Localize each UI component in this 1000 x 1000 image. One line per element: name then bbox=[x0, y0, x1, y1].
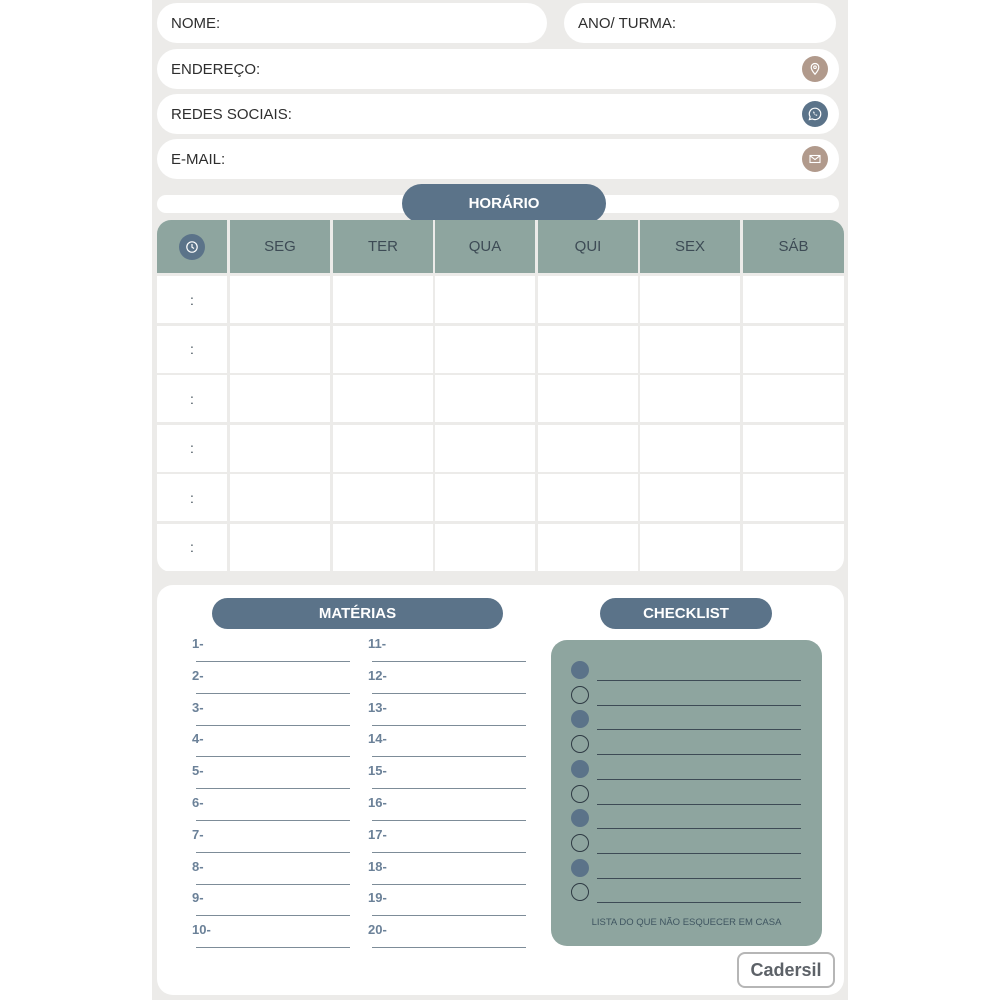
schedule-cell[interactable] bbox=[333, 474, 433, 521]
materia-row[interactable] bbox=[192, 636, 350, 662]
materia-line bbox=[196, 661, 350, 662]
time-cell[interactable]: : bbox=[157, 276, 227, 323]
materia-number: 15- bbox=[368, 763, 387, 779]
checklist-line bbox=[597, 828, 801, 829]
schedule-cell[interactable] bbox=[333, 425, 433, 472]
schedule-grid bbox=[157, 220, 844, 572]
checkbox-empty-icon[interactable] bbox=[571, 883, 589, 901]
materia-row[interactable] bbox=[368, 763, 526, 789]
materia-number: 17- bbox=[368, 826, 387, 842]
time-cell[interactable]: : bbox=[157, 375, 227, 422]
materia-number: 8- bbox=[192, 858, 204, 874]
checklist-title: CHECKLIST bbox=[600, 598, 772, 629]
time-cell[interactable]: : bbox=[157, 326, 227, 373]
checkbox-empty-icon[interactable] bbox=[571, 735, 589, 753]
materia-number: 10- bbox=[192, 922, 211, 938]
day-header-5: SEX bbox=[640, 220, 740, 273]
materia-row[interactable] bbox=[368, 636, 526, 662]
schedule-cell[interactable] bbox=[743, 326, 844, 373]
materia-number: 11- bbox=[368, 636, 387, 651]
materia-number: 7- bbox=[192, 826, 204, 842]
checkbox-filled-icon[interactable] bbox=[571, 859, 589, 877]
materia-row[interactable] bbox=[368, 922, 526, 948]
materia-number: 13- bbox=[368, 699, 387, 715]
materia-row[interactable] bbox=[368, 827, 526, 853]
materia-row[interactable] bbox=[368, 859, 526, 885]
materia-row[interactable] bbox=[368, 731, 526, 757]
schedule-cell[interactable] bbox=[538, 326, 638, 373]
checklist-item[interactable] bbox=[571, 883, 801, 903]
materia-number: 14- bbox=[368, 731, 387, 747]
checklist-item[interactable] bbox=[571, 661, 801, 681]
schedule-cell[interactable] bbox=[435, 524, 535, 571]
email-label: E-MAIL: bbox=[171, 150, 226, 168]
schedule-cell[interactable] bbox=[230, 425, 330, 472]
name-label: NOME: bbox=[171, 14, 221, 32]
schedule-cell[interactable] bbox=[538, 425, 638, 472]
schedule-cell[interactable] bbox=[640, 524, 740, 571]
materia-line bbox=[196, 884, 350, 885]
materia-line bbox=[196, 693, 350, 694]
materia-number: 1- bbox=[192, 636, 204, 651]
schedule-cell[interactable] bbox=[435, 425, 535, 472]
materia-row[interactable] bbox=[368, 700, 526, 726]
schedule-cell[interactable] bbox=[640, 375, 740, 422]
materia-row[interactable] bbox=[368, 890, 526, 916]
schedule-cell[interactable] bbox=[333, 276, 433, 323]
schedule-cell[interactable] bbox=[538, 375, 638, 422]
checklist-line bbox=[597, 853, 801, 854]
schedule-cell[interactable] bbox=[640, 425, 740, 472]
schedule-cell[interactable] bbox=[435, 276, 535, 323]
schedule-cell[interactable] bbox=[640, 326, 740, 373]
checklist-line bbox=[597, 779, 801, 780]
checklist-item[interactable] bbox=[571, 686, 801, 706]
materias-title: MATÉRIAS bbox=[212, 598, 503, 629]
materia-row[interactable] bbox=[192, 668, 350, 694]
materia-row[interactable] bbox=[192, 859, 350, 885]
checklist-line bbox=[597, 804, 801, 805]
materia-line bbox=[372, 820, 526, 821]
whatsapp-icon bbox=[802, 101, 828, 127]
checklist-line bbox=[597, 754, 801, 755]
day-header-4: QUI bbox=[538, 220, 638, 273]
materia-line bbox=[372, 788, 526, 789]
time-cell[interactable]: : bbox=[157, 425, 227, 472]
checkbox-empty-icon[interactable] bbox=[571, 686, 589, 704]
mail-icon bbox=[802, 146, 828, 172]
materia-line bbox=[196, 756, 350, 757]
materia-number: 19- bbox=[368, 890, 387, 906]
materia-line bbox=[372, 725, 526, 726]
checklist-item[interactable] bbox=[571, 859, 801, 879]
checklist-line bbox=[597, 902, 801, 903]
schedule-cell[interactable] bbox=[538, 474, 638, 521]
materia-row[interactable] bbox=[192, 731, 350, 757]
schedule-cell[interactable] bbox=[435, 474, 535, 521]
schedule-cell[interactable] bbox=[640, 474, 740, 521]
schedule-cell[interactable] bbox=[435, 326, 535, 373]
schedule-cell[interactable] bbox=[230, 276, 330, 323]
checklist-line bbox=[597, 878, 801, 879]
materia-number: 12- bbox=[368, 667, 387, 683]
checklist-item[interactable] bbox=[571, 735, 801, 755]
brand-logo: Cadersil bbox=[737, 952, 835, 988]
time-cell[interactable]: : bbox=[157, 474, 227, 521]
schedule-cell[interactable] bbox=[230, 474, 330, 521]
materia-row[interactable] bbox=[192, 763, 350, 789]
day-header-2: TER bbox=[333, 220, 433, 273]
materia-row[interactable] bbox=[368, 668, 526, 694]
class-label: ANO/ TURMA: bbox=[578, 14, 677, 32]
schedule-cell[interactable] bbox=[230, 375, 330, 422]
checkbox-empty-icon[interactable] bbox=[571, 785, 589, 803]
checkbox-filled-icon[interactable] bbox=[571, 710, 589, 728]
schedule-cell[interactable] bbox=[333, 524, 433, 571]
checklist-item[interactable] bbox=[571, 809, 801, 829]
clock-icon bbox=[179, 234, 205, 260]
checklist-box bbox=[551, 640, 822, 946]
schedule-cell[interactable] bbox=[230, 524, 330, 571]
clock-header bbox=[157, 220, 227, 273]
name-field[interactable] bbox=[157, 3, 547, 43]
materia-number: 3- bbox=[192, 699, 204, 715]
materia-row[interactable] bbox=[192, 795, 350, 821]
materia-line bbox=[372, 884, 526, 885]
materia-line bbox=[196, 852, 350, 853]
materia-row[interactable] bbox=[192, 922, 350, 948]
address-label: ENDEREÇO: bbox=[171, 60, 261, 78]
address-field[interactable] bbox=[157, 49, 839, 89]
checkbox-filled-icon[interactable] bbox=[571, 661, 589, 679]
schedule-cell[interactable] bbox=[333, 326, 433, 373]
materia-row[interactable] bbox=[192, 827, 350, 853]
schedule-cell[interactable] bbox=[743, 474, 844, 521]
checklist-item[interactable] bbox=[571, 710, 801, 730]
materia-number: 18- bbox=[368, 858, 387, 874]
checklist-footer: LISTA DO QUE NÃO ESQUECER EM CASA bbox=[591, 917, 782, 928]
checklist-item[interactable] bbox=[571, 760, 801, 780]
materia-line bbox=[372, 756, 526, 757]
materia-line bbox=[196, 725, 350, 726]
materia-line bbox=[372, 852, 526, 853]
materia-line bbox=[196, 820, 350, 821]
schedule-cell[interactable] bbox=[743, 276, 844, 323]
materia-line bbox=[372, 915, 526, 916]
materia-row[interactable] bbox=[192, 890, 350, 916]
checkbox-filled-icon[interactable] bbox=[571, 760, 589, 778]
schedule-cell[interactable] bbox=[640, 276, 740, 323]
materia-line bbox=[196, 915, 350, 916]
checklist-line bbox=[597, 680, 801, 681]
day-header-1: SEG bbox=[230, 220, 330, 273]
checkbox-empty-icon[interactable] bbox=[571, 834, 589, 852]
schedule-cell[interactable] bbox=[743, 425, 844, 472]
materia-number: 20- bbox=[368, 922, 387, 938]
materia-number: 16- bbox=[368, 795, 387, 810]
class-field[interactable] bbox=[564, 3, 836, 43]
materia-number: 4- bbox=[192, 731, 204, 747]
materia-row[interactable] bbox=[368, 795, 526, 821]
materia-line bbox=[372, 693, 526, 694]
materia-number: 5- bbox=[192, 763, 204, 779]
checklist-line bbox=[597, 705, 801, 706]
materia-line bbox=[196, 788, 350, 789]
schedule-cell[interactable] bbox=[743, 375, 844, 422]
schedule-cell[interactable] bbox=[743, 524, 844, 571]
social-field[interactable] bbox=[157, 94, 839, 134]
schedule-cell[interactable] bbox=[333, 375, 433, 422]
materia-line bbox=[196, 947, 350, 948]
day-header-3: QUA bbox=[435, 220, 535, 273]
email-field[interactable] bbox=[157, 139, 839, 179]
schedule-cell[interactable] bbox=[538, 524, 638, 571]
social-label: REDES SOCIAIS: bbox=[171, 105, 292, 123]
checklist-line bbox=[597, 729, 801, 730]
location-pin-icon bbox=[802, 56, 828, 82]
materia-number: 2- bbox=[192, 667, 204, 683]
materia-number: 9- bbox=[192, 890, 204, 906]
schedule-cell[interactable] bbox=[435, 375, 535, 422]
checklist-item[interactable] bbox=[571, 834, 801, 854]
checklist-item[interactable] bbox=[571, 785, 801, 805]
schedule-cell[interactable] bbox=[230, 326, 330, 373]
horario-title: HORÁRIO bbox=[402, 184, 606, 223]
materia-row[interactable] bbox=[192, 700, 350, 726]
materia-line bbox=[372, 661, 526, 662]
day-header-6: SÁB bbox=[743, 220, 844, 273]
materia-line bbox=[372, 947, 526, 948]
schedule-cell[interactable] bbox=[538, 276, 638, 323]
checkbox-filled-icon[interactable] bbox=[571, 809, 589, 827]
time-cell[interactable]: : bbox=[157, 524, 227, 571]
materia-number: 6- bbox=[192, 795, 204, 810]
